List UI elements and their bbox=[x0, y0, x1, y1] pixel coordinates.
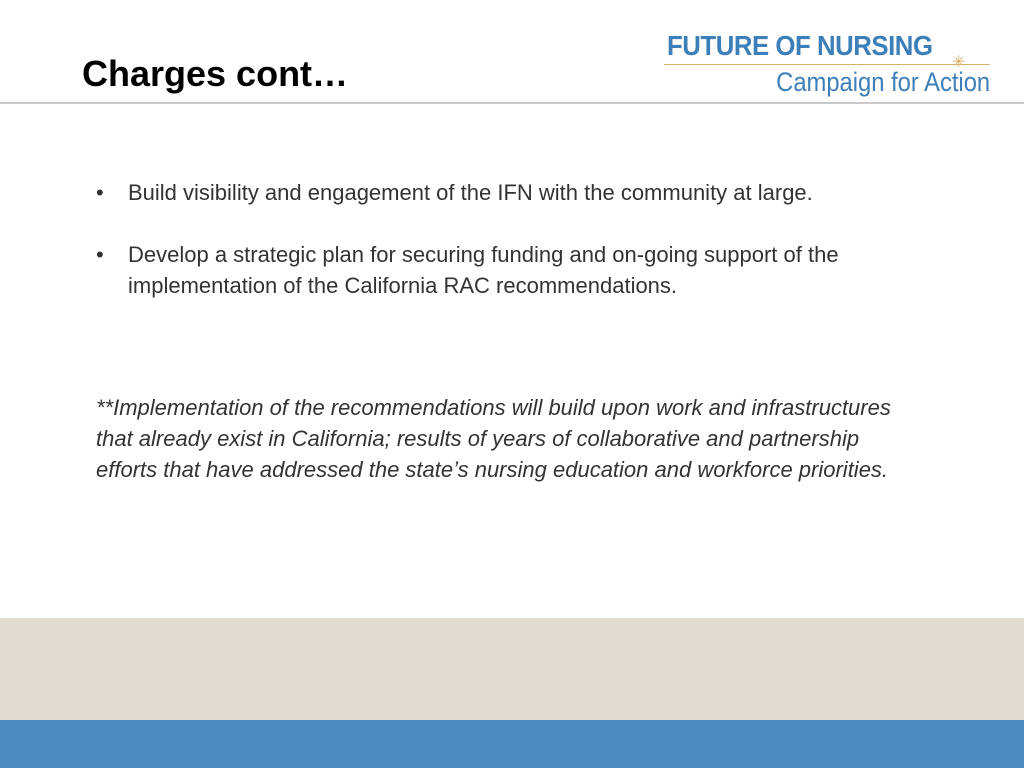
implementation-note: **Implementation of the recommendations will build upon work and infrastructures that already exist in California; results of years of collaborative and partnership efforts that have addressed the state’s nursing education and workforce priorities. bbox=[96, 395, 891, 482]
logo-divider bbox=[664, 64, 990, 65]
bullet-item bbox=[96, 177, 926, 208]
bullet-item bbox=[96, 239, 926, 301]
future-of-nursing-logo bbox=[664, 30, 994, 102]
bullet-icon: • bbox=[96, 180, 104, 205]
bullet-list bbox=[96, 177, 926, 332]
footer-band-tan bbox=[0, 618, 1024, 720]
slide-title: Charges cont… bbox=[82, 53, 349, 94]
logo-line-future-of-nursing: FUTURE OF NURSING bbox=[667, 30, 933, 61]
logo-line-campaign-for-action: Campaign for Action bbox=[776, 67, 990, 97]
bullet-text: Develop a strategic plan for securing funding and on-going support of the implementation of the California RAC recommendations. bbox=[128, 242, 839, 298]
bullet-text: Build visibility and engagement of the IFN with the community at large. bbox=[128, 180, 813, 205]
header-divider bbox=[0, 102, 1024, 104]
footer-band-blue bbox=[0, 720, 1024, 768]
bullet-icon: • bbox=[96, 242, 104, 267]
star-icon: ✳ bbox=[952, 54, 966, 71]
